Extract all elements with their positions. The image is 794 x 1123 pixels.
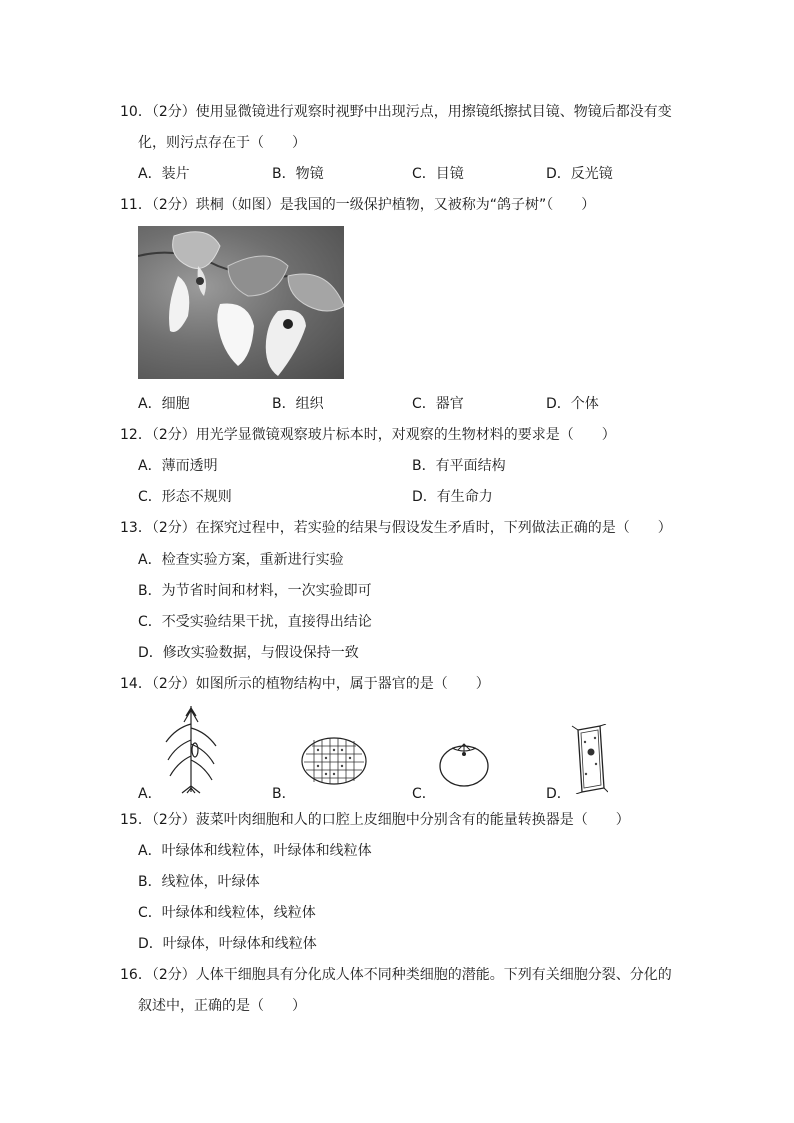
question-14-stem: 14．（2分）如图所示的植物结构中，属于器官的是（ ） (120, 676, 490, 692)
question-12-option-b: B．有平面结构 (412, 458, 506, 474)
question-11-option-a: A．细胞 (138, 396, 190, 412)
question-10-option-b: B．物镜 (272, 166, 324, 182)
dove-tree-photo (138, 226, 344, 379)
question-16-stem-continued: 叙述中，正确的是（ ） (138, 998, 306, 1014)
question-13-stem: 13．（2分）在探究过程中，若实验的结果与假设发生矛盾时，下列做法正确的是（ ） (120, 520, 672, 536)
question-11-option-c: C．器官 (412, 396, 464, 412)
question-10-option-d: D．反光镜 (546, 166, 613, 182)
plant-cell-figure (570, 724, 608, 794)
question-13-option-d: D．修改实验数据，与假设保持一致 (138, 645, 359, 661)
question-10-option-c: C．目镜 (412, 166, 464, 182)
question-12-option-a: A．薄而透明 (138, 458, 218, 474)
plant-tissue-figure (300, 736, 368, 786)
question-14-option-b: B． (272, 786, 296, 802)
question-10-option-a: A．装片 (138, 166, 190, 182)
corn-plant-figure (162, 702, 220, 794)
question-10-stem: 10．（2分）使用显微镜进行观察时视野中出现污点，用擦镜纸擦拭目镜、物镜后都没有变 (120, 104, 672, 120)
question-12-option-d: D．有生命力 (412, 489, 493, 505)
question-11-stem: 11．（2分）珙桐（如图）是我国的一级保护植物，又被称为“鸽子树”（ ） (120, 197, 596, 213)
question-11-option-d: D．个体 (546, 396, 599, 412)
tomato-fruit-figure (438, 740, 490, 788)
question-16-stem: 16．（2分）人体干细胞具有分化成人体不同种类细胞的潜能。下列有关细胞分裂、分化的 (120, 967, 672, 983)
question-12-stem: 12．（2分）用光学显微镜观察玻片标本时，对观察的生物材料的要求是（ ） (120, 427, 616, 443)
question-13-option-b: B．为节省时间和材料，一次实验即可 (138, 583, 372, 599)
question-15-stem: 15．（2分）菠菜叶肉细胞和人的口腔上皮细胞中分别含有的能量转换器是（ ） (120, 812, 630, 828)
question-14-option-a: A． (138, 786, 162, 802)
question-12-option-c: C．形态不规则 (138, 489, 232, 505)
question-15-option-b: B．线粒体，叶绿体 (138, 874, 260, 890)
question-13-option-c: C．不受实验结果干扰，直接得出结论 (138, 614, 372, 630)
question-15-option-c: C．叶绿体和线粒体，线粒体 (138, 905, 316, 921)
question-11-option-b: B．组织 (272, 396, 324, 412)
question-10-stem-continued: 化，则污点存在于（ ） (138, 135, 306, 151)
question-14-option-d: D． (546, 786, 571, 802)
question-14-option-c: C． (412, 786, 436, 802)
question-15-option-d: D．叶绿体，叶绿体和线粒体 (138, 936, 317, 952)
question-15-option-a: A．叶绿体和线粒体，叶绿体和线粒体 (138, 843, 372, 859)
dove-tree-illustration (138, 226, 344, 379)
question-13-option-a: A．检查实验方案，重新进行实验 (138, 552, 344, 568)
